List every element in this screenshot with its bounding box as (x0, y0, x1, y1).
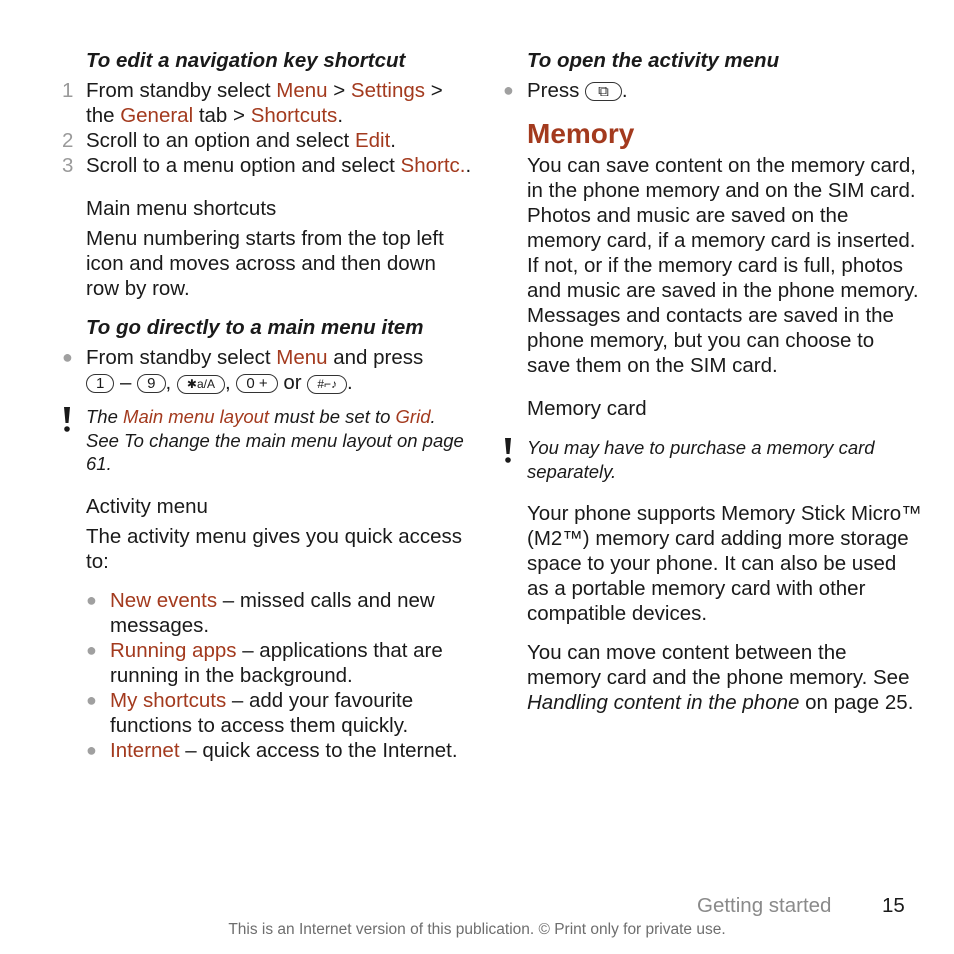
open-activity-bullet: ● Press ⧉ . (503, 79, 628, 102)
main-menu-heading: Main menu shortcuts (86, 197, 277, 220)
activity-text: The activity menu gives you quick access to: (86, 524, 462, 573)
memory-text: You can save content on the memory card, in the phone memory and on the SIM card. Photos and music are saved on the memory card, if a memory card is inserted. If not, or if the memory card is full, photos and music are saved in the phone memory. Messages and contacts are saved in the phone memory, but you can choose to save them on the SIM card. (527, 154, 919, 377)
shortc-link: Shortc. (400, 154, 466, 177)
memory-card-note (503, 436, 923, 483)
step-number: 2 (62, 129, 74, 152)
step-text: Scroll to a menu option and select Shortc.. (86, 154, 472, 177)
exclamation-icon (503, 436, 527, 483)
menu-link: Menu (276, 346, 328, 369)
step-number: 1 (62, 79, 74, 102)
edit-link: Edit (354, 129, 391, 152)
key-star-icon: ✱a/A (177, 375, 225, 394)
note-text: You may have to purchase a memory card separately. (527, 437, 875, 482)
running-apps-link: Running apps (110, 638, 237, 662)
right-column (503, 48, 923, 715)
activity-list (62, 588, 472, 763)
grid-link: Grid (395, 406, 431, 427)
activity-heading: Activity menu (86, 494, 208, 518)
bullet-dot: ● (62, 347, 73, 367)
key-0-icon: 0 + (236, 374, 277, 393)
key-1-icon: 1 (86, 374, 114, 393)
go-directly-heading: To go directly to a main menu item (86, 316, 424, 339)
step-3 (62, 153, 472, 178)
memory-card-text-2: You can move content between the memory card and the phone memory. See Handling content in the phone on page 25. (527, 641, 914, 714)
main-menu-layout-link: Main menu layout (123, 406, 270, 427)
internet-link: Internet (110, 738, 180, 762)
step-1 (62, 78, 472, 128)
go-directly-bullet (62, 345, 472, 395)
bullet-text: From standby select Menu and press 1 – 9 , ✱a/A , 0 + or #⌐♪ . (86, 346, 424, 394)
edit-shortcut-heading: To edit a navigation key shortcut (86, 49, 406, 72)
note-text: The Main menu layout must be set to Grid. See To change the main menu layout on page 61. (86, 406, 464, 474)
step-number: 3 (62, 154, 74, 177)
main-menu-text: Menu numbering starts from the top left icon and moves across and then down row by row. (86, 227, 444, 300)
memory-card-text-1: Your phone supports Memory Stick Micro™ (M2™) memory card adding more storage space to your phone. It can also be used as a portable memory card with other compatible devices. (527, 502, 922, 625)
grid-note (62, 405, 472, 476)
left-column (62, 48, 472, 763)
footer-note: This is an Internet version of this publication. © Print only for private use. (228, 921, 726, 938)
key-9-icon: 9 (137, 374, 165, 393)
memory-card-heading: Memory card (527, 397, 647, 420)
list-item: ● New events – missed calls and new messages. (86, 588, 435, 637)
page-number: 15 (882, 894, 905, 917)
footer-section-title: Getting started (697, 894, 832, 917)
handling-content-ref: Handling content in the phone (527, 691, 800, 714)
my-shortcuts-link: My shortcuts (110, 688, 227, 712)
list-item: ● Internet – quick access to the Internet. (86, 738, 458, 762)
step-2 (62, 128, 472, 153)
memory-title: Memory (527, 118, 635, 149)
list-item: ● Running apps – applications that are running in the background. (86, 638, 443, 687)
list-item: ● My shortcuts – add your favourite functions to access them quickly. (86, 688, 414, 737)
step-text: From standby select Menu > Settings > the General tab > Shortcuts. (86, 79, 443, 127)
exclamation-icon (62, 405, 86, 476)
settings-link: Settings (350, 79, 425, 102)
key-hash-icon: #⌐♪ (307, 375, 347, 394)
step-text: Scroll to an option and select Edit. (86, 129, 396, 152)
menu-link: Menu (276, 79, 328, 102)
open-activity-heading: To open the activity menu (527, 49, 780, 72)
activity-key-icon: ⧉ (585, 82, 622, 101)
shortcuts-link: Shortcuts (250, 104, 338, 127)
general-link: General (120, 104, 194, 127)
new-events-link: New events (110, 588, 218, 612)
